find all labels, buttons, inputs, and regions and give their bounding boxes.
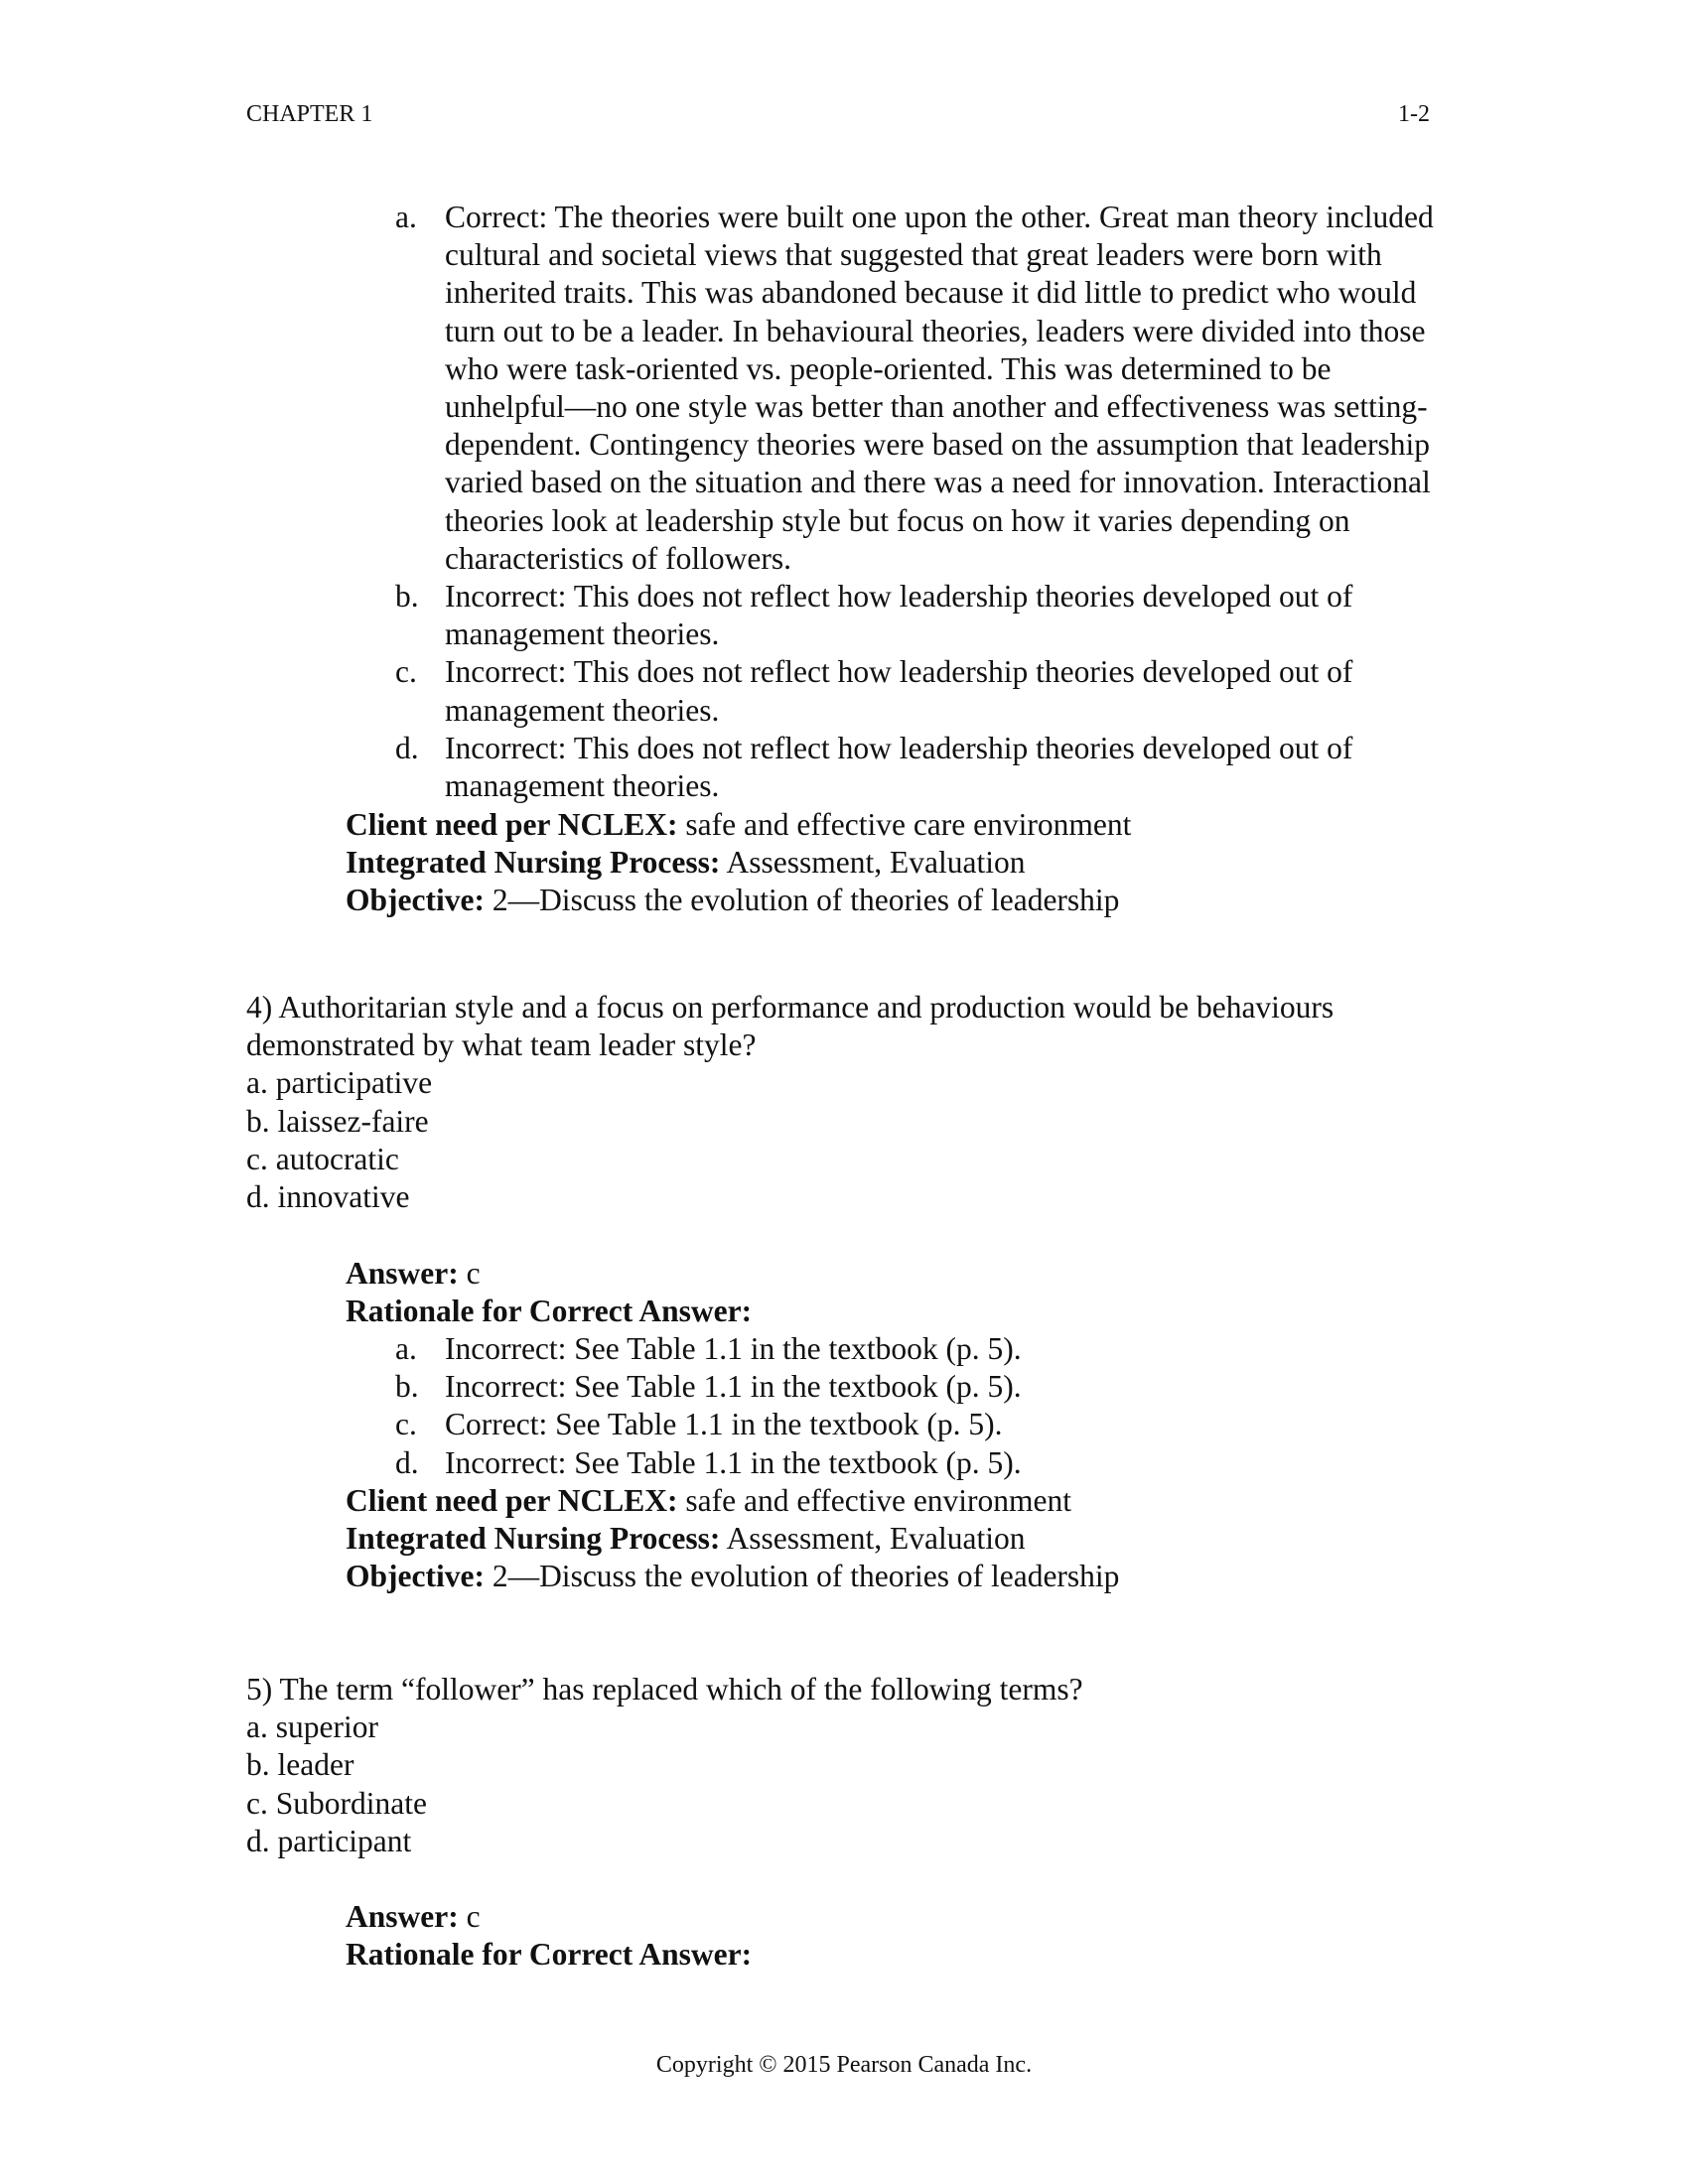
rationale-letter: a.: [395, 1331, 417, 1366]
objective-line: [346, 1558, 1438, 1595]
rationale-letter: c.: [395, 654, 417, 690]
nursing-process-line: [346, 1520, 1438, 1558]
rationale-item: [395, 199, 1438, 578]
rationale-letter: c.: [395, 1407, 417, 1442]
rationale-item: [395, 730, 1438, 805]
running-header-chapter: CHAPTER 1: [246, 101, 373, 127]
rationale-item: [395, 1444, 1438, 1482]
q4-metadata: [346, 1482, 1438, 1596]
rationale-item: [395, 1406, 1438, 1443]
rationale-text: Incorrect: This does not reflect how leadership theories developed out of management theories.: [445, 730, 1353, 804]
answer-value: c: [458, 1256, 481, 1291]
nursing-process-label: Integrated Nursing Process:: [346, 1521, 721, 1557]
q3-metadata: [346, 806, 1438, 920]
rationale-item: [395, 1368, 1438, 1406]
client-need-label: Client need per NCLEX:: [346, 1483, 678, 1518]
answer-option: a. superior: [246, 1709, 378, 1745]
q5-answer-block: [346, 1898, 1438, 1974]
objective-label: Objective:: [346, 1559, 485, 1594]
rationale-text: Incorrect: This does not reflect how leadership theories developed out of management theories.: [445, 654, 1353, 728]
question-text: 5) The term “follower” has replaced which of the following terms?: [246, 1672, 1083, 1706]
copyright-footer: Copyright © 2015 Pearson Canada Inc.: [655, 2052, 1033, 2078]
answer-option: d. participant: [246, 1823, 412, 1858]
objective-label: Objective:: [346, 883, 485, 918]
client-need-value: safe and effective care environment: [677, 807, 1132, 842]
answer-label: Answer:: [346, 1899, 459, 1934]
objective-line: [346, 882, 1438, 919]
nursing-process-value: Assessment, Evaluation: [720, 845, 1026, 881]
rationale-heading: Rationale for Correct Answer:: [346, 1294, 753, 1329]
rationale-letter: b.: [395, 1369, 419, 1405]
answer-option: a. participative: [246, 1065, 433, 1101]
nursing-process-line: [346, 844, 1438, 882]
rationale-item: [395, 1330, 1438, 1368]
q4-rationale-list: [395, 1330, 1438, 1482]
rationale-text: Correct: See Table 1.1 in the textbook (p. 5).: [445, 1407, 1003, 1442]
answer-option: c. Subordinate: [246, 1785, 427, 1821]
answer-line: [346, 1898, 1438, 1936]
q3-rationale-list: [395, 199, 1438, 805]
rationale-text: Incorrect: This does not reflect how leadership theories developed out of management theories.: [445, 579, 1353, 652]
objective-value: 2—Discuss the evolution of theories of leadership: [484, 883, 1120, 918]
page-number: 1-2: [1398, 101, 1430, 127]
answer-option: b. leader: [246, 1747, 354, 1783]
rationale-letter: b.: [395, 579, 419, 614]
client-need-line: [346, 1482, 1438, 1520]
answer-option: d. innovative: [246, 1179, 410, 1215]
rationale-text: Incorrect: See Table 1.1 in the textbook (p. 5).: [445, 1331, 1022, 1366]
rationale-text: Correct: The theories were built one upon the other. Great man theory included cultural and societal views that suggested that great leaders were born with inherited traits. This was abandoned because it did little to predict who would turn out to be a leader. In behavioural theories, leaders were divided into those who were task-oriented vs. people-oriented. This was determined to be unhelpful—no one style was better than another and effectiveness was setting-dependent. Contingency theories were based on the assumption that leadership varied based on the situation and there was a need for innovation. Interactional theories look at leadership style but focus on how it varies depending on characteristics of followers.: [445, 200, 1434, 576]
objective-value: 2—Discuss the evolution of theories of leadership: [484, 1559, 1120, 1594]
question-5: [246, 1671, 1438, 1860]
answer-option: c. autocratic: [246, 1141, 399, 1176]
answer-option: b. laissez-faire: [246, 1103, 429, 1139]
q4-answer-block: [346, 1255, 1438, 1330]
question-text: 4) Authoritarian style and a focus on performance and production would be behaviours demonstrated by what team leader style?: [246, 990, 1335, 1063]
question-4: [246, 989, 1438, 1216]
answer-label: Answer:: [346, 1256, 459, 1291]
rationale-text: Incorrect: See Table 1.1 in the textbook (p. 5).: [445, 1444, 1022, 1480]
nursing-process-label: Integrated Nursing Process:: [346, 845, 721, 881]
rationale-letter: d.: [395, 1444, 419, 1480]
rationale-item: [395, 653, 1438, 729]
rationale-item: [395, 578, 1438, 653]
answer-line: [346, 1255, 1438, 1293]
nursing-process-value: Assessment, Evaluation: [720, 1521, 1026, 1557]
client-need-label: Client need per NCLEX:: [346, 807, 678, 842]
rationale-heading: Rationale for Correct Answer:: [346, 1937, 753, 1973]
rationale-text: Incorrect: See Table 1.1 in the textbook (p. 5).: [445, 1369, 1022, 1405]
answer-value: c: [458, 1899, 481, 1934]
client-need-value: safe and effective environment: [677, 1483, 1072, 1518]
rationale-letter: a.: [395, 200, 417, 234]
rationale-letter: d.: [395, 730, 419, 765]
client-need-line: [346, 806, 1438, 844]
